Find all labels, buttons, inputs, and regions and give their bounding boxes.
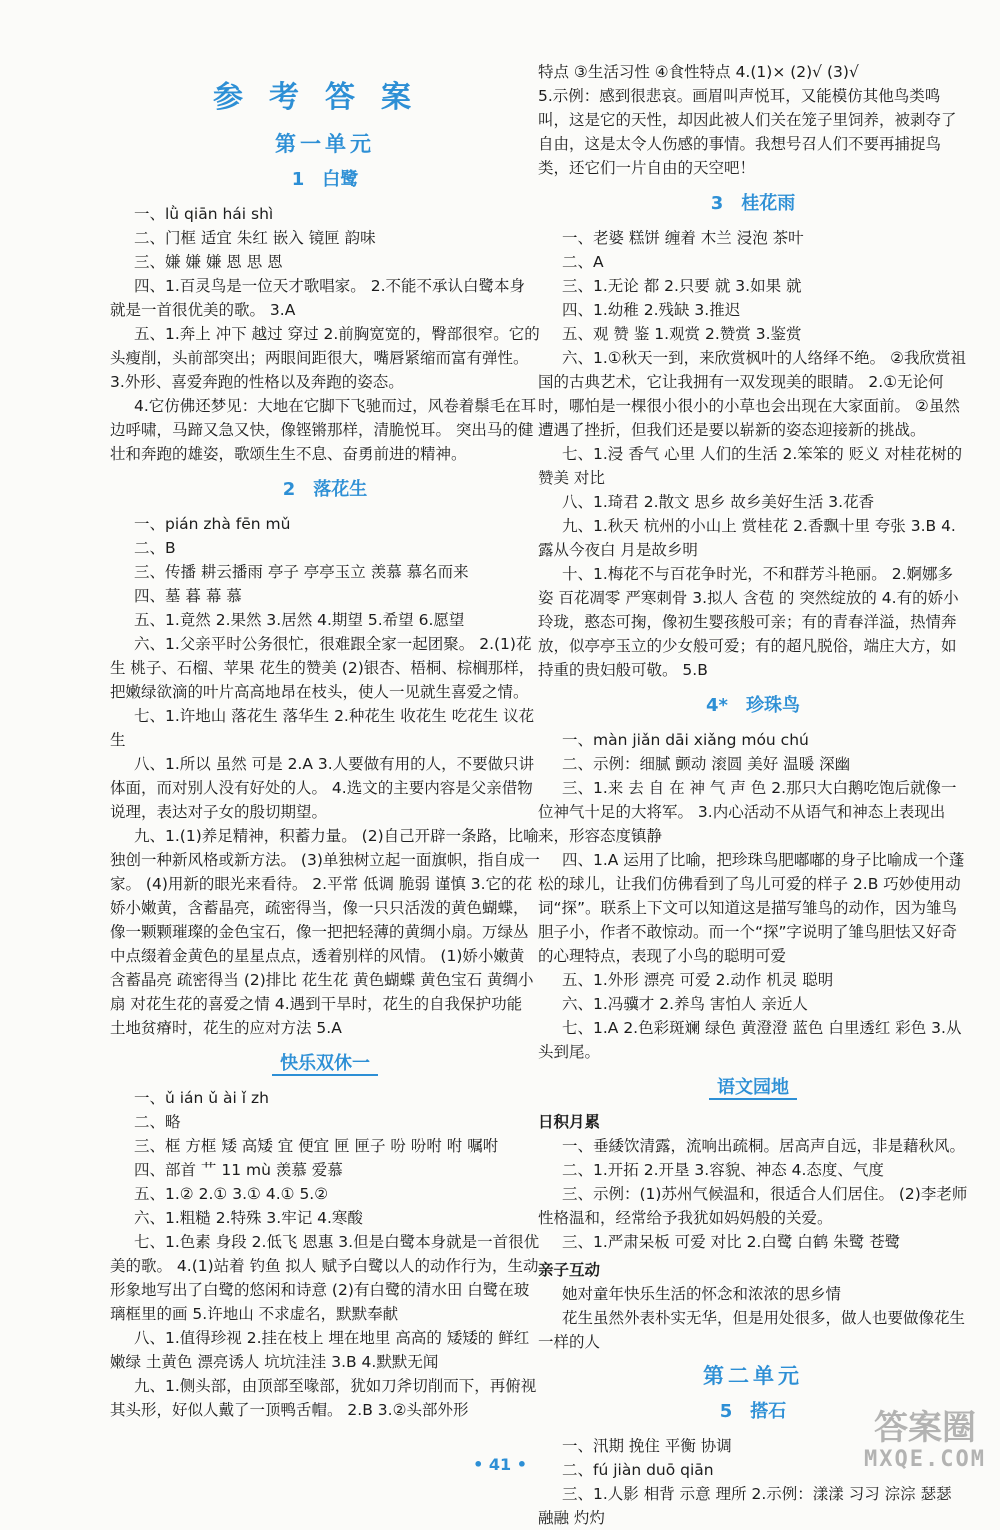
section-subheading: 日积月累 [538, 1113, 601, 1131]
answer-paragraph: 九、1.秋天 杭州的小山上 赏桂花 2.香飘十里 夸张 3.B 4.露从今夜白 月是故乡明 [538, 517, 956, 559]
answer-paragraph: 一、汛期 挽住 平衡 协调 [562, 1437, 732, 1455]
lesson-title [538, 1076, 968, 1100]
lesson-title [110, 478, 540, 502]
answer-paragraph: 三、1.严肃呆板 可爱 对比 2.白鹭 白鹤 朱鹭 苍鹭 [562, 1233, 901, 1251]
answer-paragraph: 她对童年快乐生活的怀念和浓浓的思乡情 [562, 1285, 842, 1303]
watermark-stamp-icon: 答案圈 [874, 1408, 976, 1448]
answer-paragraph: 四、1.A 运用了比喻，把珍珠鸟肥嘟嘟的身子比喻成一个蓬松的球儿，让我们仿佛看到了鸟儿可爱的样子 2.B 巧妙使用动词“探”。联系上下文可以知道这是描写雏鸟的动作，因为雏鸟胆子小，作者不敢惊动。而一个“探”字说明了雏鸟胆怯又好奇的心理特点，表现了小鸟的聪明可爱 [538, 851, 965, 965]
lesson-name: 语文园地 [709, 1077, 797, 1100]
answer-paragraph: 九、1.(1)养足精神，积蓄力量。 (2)自己开辟一条路，比喻独创一种新风格或新方法。 (3)单独树立起一面旗帜，指自成一家。 (4)用新的眼光来看待。 2.平常 低调 脆弱 谨慎 3.它的花娇小嫩黄，含蓄晶亮，疏密得当，像一只只活泼的黄色蝴蝶，像一颗颗璀璨的金色宝石，像一把把轻薄的黄绸小扇。万绿丛中点缀着金黄色的星星点点，透着别样的风情。 (1)娇小嫩黄 含蓄晶亮 疏密得当 (2)排比 花生花 黄色蝴蝶 黄色宝石 黄绸小扇 对花生花的喜爱之情 4.遇到干旱时，花生的自我保护功能 土地贫瘠时，花生的应对方法 5.A [110, 827, 540, 1037]
answer-paragraph: 三、1.人影 相背 示意 理所 2.示例：漾漾 习习 淙淙 瑟瑟 融融 灼灼 [538, 1485, 952, 1527]
answer-paragraph: 一、pián zhà fēn mǔ [134, 515, 291, 533]
answer-paragraph: 八、1.值得珍视 2.挂在枝上 埋在地里 高高的 矮矮的 鲜红嫩绿 土黄色 漂亮诱人 坑坑洼洼 3.B 4.默默无闻 [110, 1329, 530, 1371]
answer-paragraph: 二、1.开拓 2.开垦 3.容貌、神态 4.态度、气度 [562, 1161, 884, 1179]
answer-paragraph: 5.示例：感到很悲哀。画眉叫声悦耳，又能模仿其他鸟类鸣叫，这是它的天性，却因此被人们关在笼子里饲养，被剥夺了自由，这是太令人伤感的事情。我想号召人们不要再捕捉鸟类，还它们一片自由的天空吧！ [538, 87, 957, 177]
answer-paragraph: 三、示例：(1)苏州气候温和，很适合人们居住。 (2)李老师性格温和，经常给予我犹如妈妈般的关爱。 [538, 1185, 968, 1227]
left-column-body [110, 168, 540, 1422]
answer-paragraph: 六、1.粗糙 2.特殊 3.牢记 4.寒酸 [134, 1209, 363, 1227]
watermark-text: MXQE.COM [864, 1447, 986, 1472]
answer-paragraph: 4.它仿佛还梦见：大地在它脚下飞驰而过，风卷着鬃毛在耳边呼啸，马蹄又急又快，像铿锵那样，清脆悦耳。 突出马的健壮和奔跑的雄姿，歌颂生生不息、奋勇前进的精神。 [110, 397, 537, 463]
lesson-name: 珍珠鸟 [745, 695, 800, 716]
answer-paragraph: 三、1.无论 都 2.只要 就 3.如果 就 [562, 277, 802, 295]
section-subheading: 亲子互动 [538, 1261, 601, 1279]
answer-paragraph: 七、1.A 2.色彩斑斓 绿色 黄澄澄 蓝色 白里透红 彩色 3.从头到尾。 [538, 1019, 962, 1061]
answer-paragraph: 一、垂緌饮清露，流响出疏桐。居高声自远，非是藉秋风。 [562, 1137, 966, 1155]
answer-paragraph: 四、1.百灵鸟是一位天才歌唱家。 2.不能不承认白鹭本身就是一首很优美的歌。 3.A [110, 277, 526, 319]
answer-paragraph: 三、框 方框 矮 高矮 宜 便宜 匣 匣子 吩 吩咐 咐 嘱咐 [134, 1137, 499, 1155]
lesson-name: 桂花雨 [741, 193, 796, 214]
lesson-name: 白鹭 [322, 169, 359, 190]
lesson-name: 快乐双休一 [272, 1053, 378, 1076]
lesson-number: 3 [710, 193, 724, 214]
lesson-name: 落花生 [313, 479, 368, 500]
answer-paragraph: 十、1.梅花不与百花争时光，不和群芳斗艳丽。 2.婀娜多姿 百花凋零 严寒刺骨 3.拟人 含苞 的 突然绽放的 4.有的娇小玲珑，憨态可掬，像初生婴孩般可亲；有的青春洋溢，热情奔放，似亭亭玉立的少女般可爱；有的超凡脱俗，端庄大方，如持重的贵妇般可敬。 5.B [538, 565, 959, 679]
lesson-number: 1 [291, 169, 305, 190]
lesson-title [110, 1052, 540, 1076]
answer-paragraph: 六、1.父亲平时公务很忙，很难跟全家一起团聚。 2.(1)花生 桃子、石榴、苹果 花生的赞美 (2)银杏、梧桐、棕榈那样，把嫩绿欲滴的叶片高高地昂在枝头，使人一见就生喜爱之情。 [110, 635, 535, 701]
left-column [110, 60, 540, 1422]
answer-paragraph: 三、传播 耕云播雨 亭子 亭亭玉立 羡慕 慕名而来 [134, 563, 469, 581]
answer-paragraph: 三、嫌 嫌 嫌 恩 思 恩 [134, 253, 283, 271]
answer-paragraph: 五、1.奔上 冲下 越过 穿过 2.前胸宽宽的，臀部很窄。它的头瘦削，头前部突出；两眼间距很大，嘴唇紧缩而富有弹性。 3.外形、喜爱奔跑的性格以及奔跑的姿态。 [110, 325, 540, 391]
answer-paragraph: 特点 ③生活习性 ④食性特点 4.(1)× (2)√ (3)√ [538, 63, 859, 81]
lesson-title [538, 192, 968, 216]
page-number: • 41 • [473, 1455, 527, 1474]
lesson-number: 4* [706, 695, 728, 716]
answer-paragraph: 一、lǜ qiān hái shì [134, 205, 274, 223]
right-column [538, 60, 968, 1530]
answer-paragraph: 七、1.色素 身段 2.低飞 恩惠 3.但是白鹭本身就是一首很优美的歌。 4.(1)站着 钓鱼 拟人 赋予白鹭以人的动作行为，生动形象地写出了白鹭的悠闲和诗意 (2)有白鹭的清水田 白鹭在玻璃框里的画 5.许地山 不求虚名，默默奉献 [110, 1233, 540, 1323]
answer-paragraph: 一、màn jiǎn dāi xiǎng móu chú [562, 731, 809, 749]
answer-paragraph: 七、1.许地山 落花生 落华生 2.种花生 收花生 吃花生 议花生 [110, 707, 535, 749]
answer-paragraph: 三、1.来 去 自 在 神 气 声 色 2.那只大白鹅吃饱后就像一位神气十足的大将军。 3.内心活动不从语气和神态上表现出来，形容态度镇静 [538, 779, 957, 845]
unit-title: 第一单元 [275, 132, 375, 156]
answer-paragraph: 九、1.侧头部，由顶部至喙部，犹如刀斧切削而下，再俯视其头形，好似人戴了一顶鸭舌帽。 2.B 3.②头部外形 [110, 1377, 537, 1419]
answer-paragraph: 五、1.② 2.① 3.① 4.① 5.② [134, 1185, 329, 1203]
answer-paragraph: 一、ǔ ián ǔ ài ǐ zh [134, 1089, 269, 1107]
unit-title: 第二单元 [703, 1364, 803, 1388]
answer-paragraph: 五、观 赞 鉴 1.观赏 2.赞赏 3.鉴赏 [562, 325, 802, 343]
answer-paragraph: 七、1.浸 香气 心里 人们的生活 2.笨笨的 贬义 对桂花树的赞美 对比 [538, 445, 963, 487]
watermark-logo [796, 1400, 986, 1472]
answer-paragraph: 四、1.幼稚 2.残缺 3.推迟 [562, 301, 741, 319]
page-title: 参考答案 [213, 80, 437, 115]
answer-paragraph: 五、1.外形 漂亮 可爱 2.动作 机灵 聪明 [562, 971, 834, 989]
answer-paragraph: 二、示例：细腻 颤动 滚圆 美好 温暖 深幽 [562, 755, 851, 773]
lesson-name: 搭石 [750, 1401, 787, 1422]
answer-paragraph: 二、fú jiàn duō qiān [562, 1461, 714, 1479]
answer-paragraph: 二、略 [134, 1113, 181, 1131]
right-column-body [538, 60, 968, 1530]
answer-paragraph: 二、A [562, 253, 604, 271]
answer-paragraph: 二、B [134, 539, 176, 557]
lesson-title [538, 694, 968, 718]
lesson-number: 2 [282, 479, 296, 500]
answer-paragraph: 花生虽然外表朴实无华，但是用处很多，做人也要做像花生一样的人 [538, 1309, 966, 1351]
answer-paragraph: 五、1.竟然 2.果然 3.居然 4.期望 5.希望 6.愿望 [134, 611, 465, 629]
answer-paragraph: 八、1.所以 虽然 可是 2.A 3.人要做有用的人，不要做只讲体面，而对别人没有好处的人。 4.选文的主要内容是父亲借物说理，表达对子女的殷切期望。 [110, 755, 535, 821]
answer-paragraph: 六、1.①秋天一到，来欣赏枫叶的人络绎不绝。 ②我欣赏祖国的古典艺术，它让我拥有一双发现美的眼睛。 2.①无论何时，哪怕是一棵很小很小的小草也会出现在大家面前。 ②虽然遭遇了挫折，但我们还是要以崭新的姿态迎接新的挑战。 [538, 349, 967, 439]
answer-paragraph: 四、部首 艹 11 mù 羡慕 爱慕 [134, 1161, 343, 1179]
lesson-number: 5 [719, 1401, 733, 1422]
answer-paragraph: 八、1.琦君 2.散文 思乡 故乡美好生活 3.花香 [562, 493, 875, 511]
answer-paragraph: 四、墓 暮 幕 慕 [134, 587, 242, 605]
answer-paragraph: 一、老婆 糕饼 缠着 木兰 浸泡 茶叶 [562, 229, 804, 247]
answer-paragraph: 六、1.冯骥才 2.养鸟 害怕人 亲近人 [562, 995, 808, 1013]
answer-paragraph: 二、门框 适宜 朱红 嵌入 镜匣 韵味 [134, 229, 376, 247]
lesson-title [110, 168, 540, 192]
